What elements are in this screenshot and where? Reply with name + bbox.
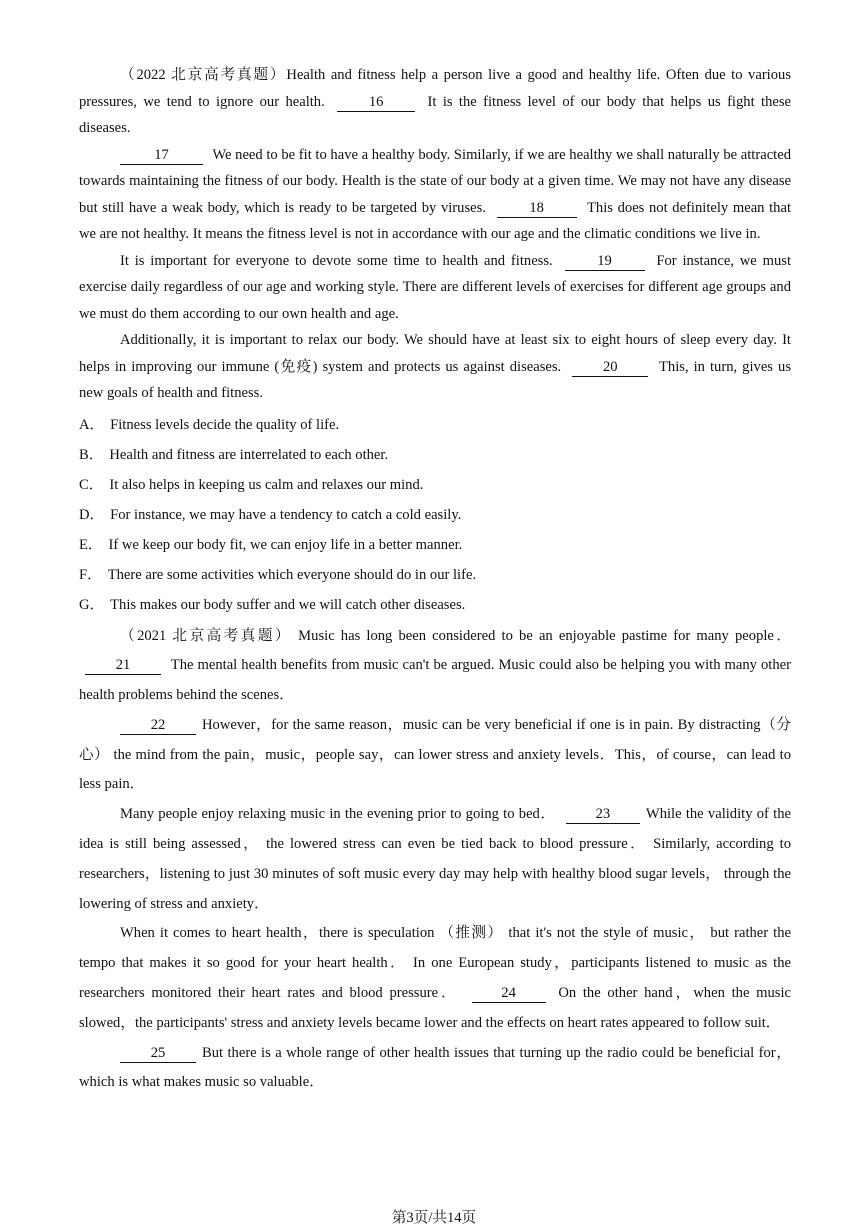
- blank-21[interactable]: 21: [85, 657, 161, 675]
- paragraph-text: The mental health benefits from music can't be argued. Music could also be helping you with many other health problems behind the scenes．: [79, 657, 791, 704]
- option-b[interactable]: [79, 440, 791, 470]
- passage2-paragraph-4: [79, 919, 791, 1038]
- option-text: For instance, we may have a tendency to catch a cold easily.: [110, 506, 462, 523]
- option-text: This makes our body suffer and we will catch other diseases.: [110, 596, 466, 613]
- passage2: [79, 622, 791, 1099]
- blank-23[interactable]: 23: [566, 806, 640, 824]
- answer-options: [79, 410, 791, 620]
- blank-18[interactable]: 18: [497, 200, 577, 218]
- blank-20[interactable]: 20: [572, 359, 648, 377]
- blank-17[interactable]: 17: [120, 147, 203, 165]
- paragraph-text: Many people enjoy relaxing music in the evening prior to going to bed．: [120, 806, 556, 823]
- paragraph-text: However，for the same reason，music can be very beneficial if one is in pain. By distracting（分心） the mind from the pain，music，people say，can lower stress and anxiety levels．This，of course，can lead to less pain．: [79, 716, 791, 793]
- paragraph-text: （2021 北京高考真题） Music has long been considered to be an enjoyable pastime for many people．: [120, 627, 791, 644]
- option-g[interactable]: [79, 590, 791, 620]
- option-c[interactable]: [79, 470, 791, 500]
- option-a[interactable]: [79, 410, 791, 440]
- option-text: Health and fitness are interrelated to each other.: [109, 446, 389, 463]
- option-letter: C．: [79, 476, 104, 493]
- paragraph-text: For instance, we must exercise daily regardless of our age and working style. There are different levels of exercises for different age groups and we must do them according to our own health and age.: [79, 252, 792, 322]
- option-d[interactable]: [79, 500, 791, 530]
- paragraph-text: We need to be fit to have a healthy body. Similarly, if we are healthy we shall naturally be attracted towards maintaining the fitness of our body. Health is the state of our body at a given time. We may not have any disease but still have a weak body, which is ready to be targeted by viruses.: [79, 146, 791, 216]
- option-letter: E．: [79, 536, 103, 553]
- paragraph-text: It is important for everyone to devote some time to health and fitness.: [120, 252, 553, 269]
- blank-24[interactable]: 24: [472, 985, 546, 1003]
- option-text: There are some activities which everyone should do in our life.: [107, 566, 477, 583]
- option-letter: G．: [79, 596, 105, 613]
- paragraph-text: Additionally, it is important to relax our body. We should have at least six to eight hours of sleep every day. It helps in improving our immune (免疫) system and protects us against diseases.: [79, 332, 791, 375]
- option-letter: A．: [79, 416, 105, 433]
- paragraph-text: This does not definitely mean that we are not healthy. It means the fitness level is not in accordance with our age and the climatic conditions we live in.: [79, 199, 792, 242]
- passage1-paragraph-3: [79, 248, 791, 328]
- passage1-source: （2022 北京高考真题）: [120, 67, 287, 83]
- option-letter: B．: [79, 446, 104, 463]
- passage1-paragraph-1: [79, 62, 791, 142]
- passage2-paragraph-2: [79, 711, 791, 800]
- option-e[interactable]: [79, 530, 791, 560]
- option-text: Fitness levels decide the quality of life.: [110, 416, 340, 433]
- document-page: [79, 62, 791, 1098]
- page-number-footer: 第3页/共14页: [391, 1210, 477, 1226]
- paragraph-text: While the validity of the idea is still being assessed， the lowered stress can even be tied back to blood pressure． Similarly, according to researchers，listening to just 30 minutes of soft music every day may help with healthy blood sugar levels， through the lowering of stress and anxiety．: [79, 806, 791, 912]
- paragraph-text: When it comes to heart health，there is speculation （推测） that it's not the style of music， but rather the tempo that makes it so good for your heart health． In one European study，participants listened to music as the researchers monitored their heart rates and blood pressure．: [79, 925, 791, 1002]
- option-text: It also helps in keeping us calm and relaxes our mind.: [109, 476, 424, 493]
- paragraph-text: On the other hand，when the music slowed，the participants' stress and anxiety levels became lower and the effects on heart rates appeared to follow suit．: [79, 985, 792, 1031]
- blank-25[interactable]: 25: [120, 1045, 196, 1063]
- paragraph-text: Health and fitness help a person live a good and healthy life. Often due to various pressures, we tend to ignore our health.: [79, 67, 792, 110]
- option-f[interactable]: [79, 560, 791, 590]
- option-letter: D．: [79, 506, 105, 523]
- paragraph-text: It is the fitness level of our body that helps us fight these diseases.: [79, 93, 792, 136]
- paragraph-text: This, in turn, gives us new goals of health and fitness.: [79, 358, 791, 401]
- passage2-paragraph-5: [79, 1039, 791, 1099]
- passage1-paragraph-4: [79, 327, 791, 407]
- option-text: If we keep our body fit, we can enjoy life in a better manner.: [108, 536, 463, 553]
- blank-19[interactable]: 19: [565, 253, 645, 271]
- passage2-paragraph-1: [79, 622, 791, 711]
- option-letter: F．: [79, 566, 102, 583]
- blank-16[interactable]: 16: [337, 94, 415, 112]
- passage1-paragraph-2: [79, 142, 791, 248]
- blank-22[interactable]: 22: [120, 717, 196, 735]
- passage2-paragraph-3: [79, 800, 791, 919]
- paragraph-text: But there is a whole range of other health issues that turning up the radio could be beneficial for，which is what makes music so valuable．: [79, 1044, 791, 1091]
